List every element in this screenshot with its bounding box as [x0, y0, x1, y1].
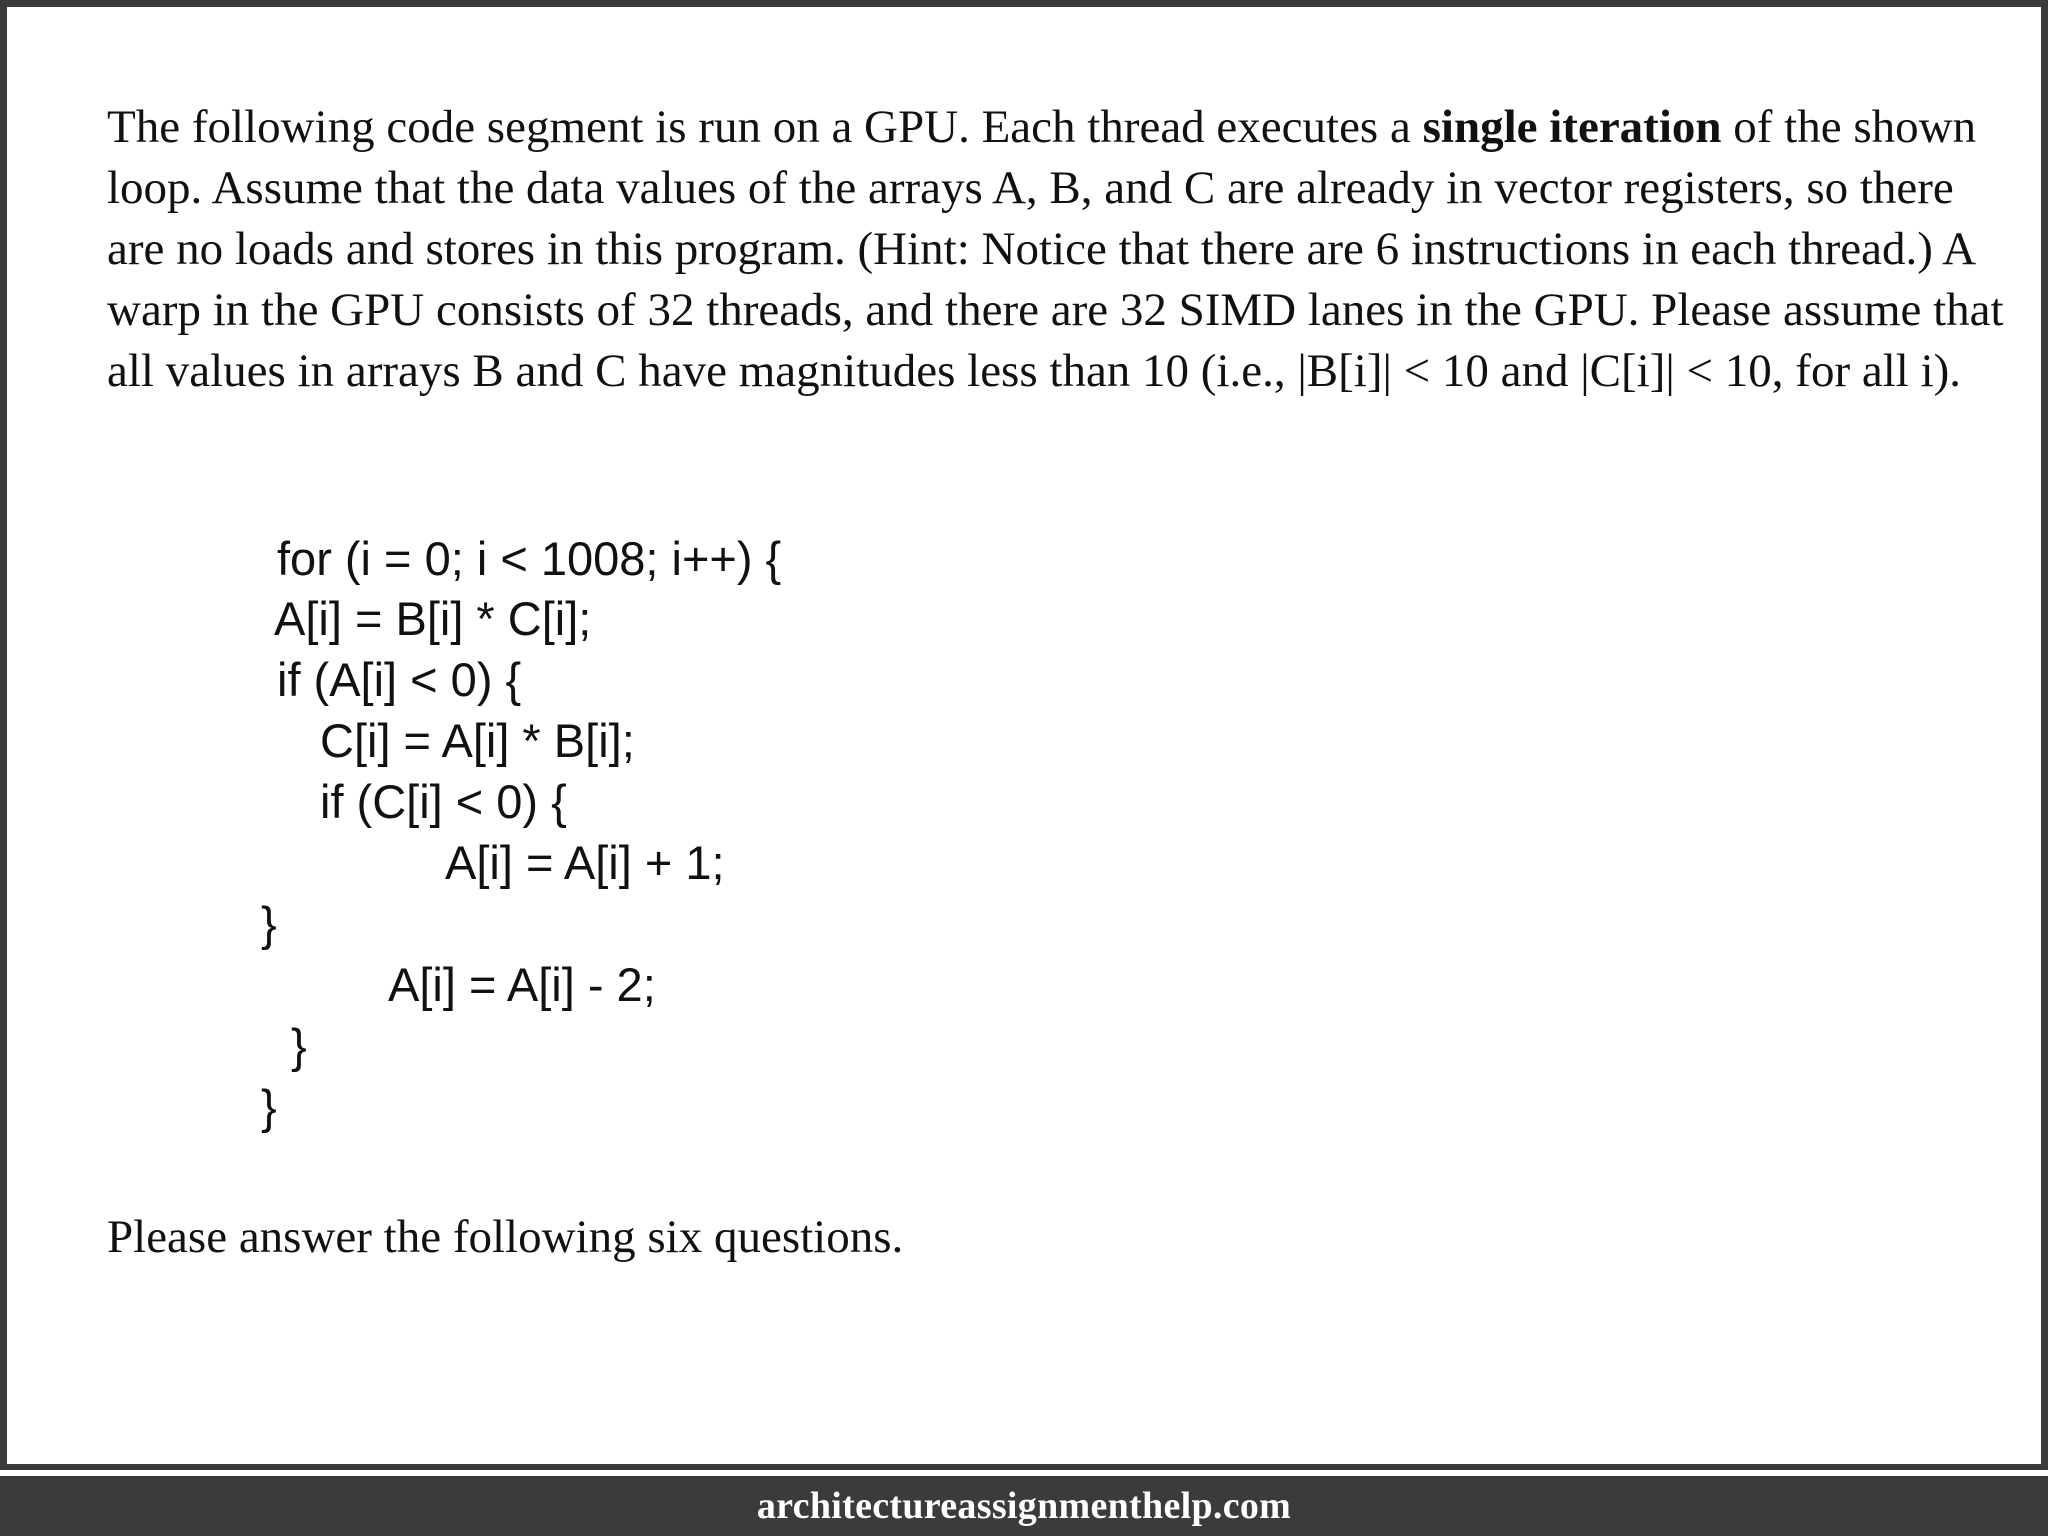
code-line-5: if (C[i] < 0) { [320, 775, 567, 828]
closing-text: Please answer the following six questions. [107, 1211, 904, 1263]
problem-statement [107, 97, 2007, 402]
code-line-6: A[i] = A[i] + 1; [445, 836, 725, 889]
footer-bar [0, 1476, 2048, 1536]
code-line-1: for (i = 0; i < 1008; i++) { [277, 532, 782, 585]
code-line-10: } [261, 1080, 277, 1133]
code-line-7: } [261, 897, 277, 950]
code-line-4: C[i] = A[i] * B[i]; [320, 714, 635, 767]
code-line-9: } [291, 1019, 307, 1072]
code-line-3: if (A[i] < 0) { [277, 653, 522, 706]
code-line-8: A[i] = A[i] - 2; [388, 958, 656, 1011]
intro-bold-text: single iteration [1422, 101, 1722, 153]
footer-site-link[interactable]: architectureassignmenthelp.com [756, 1485, 1292, 1527]
code-line-2: A[i] = B[i] * C[i]; [274, 592, 592, 645]
intro-text-part1: The following code segment is run on a GPU. Each thread executes a [107, 101, 1423, 153]
intro-text-part2: of the shown loop. Assume that the data values of the arrays A, B, and C are already in vector registers, so there are no loads and stores in this program. (Hint: Notice that there are 6 instructions in each thread.) A warp in the GPU consists of 32 threads, and there are 32 SIMD lanes in the GPU. Please assume that all values in arrays B and C have magnitudes less than 10 (i.e., |B[i]| < 10 and |C[i]| < 10, for all i). [107, 101, 2004, 397]
